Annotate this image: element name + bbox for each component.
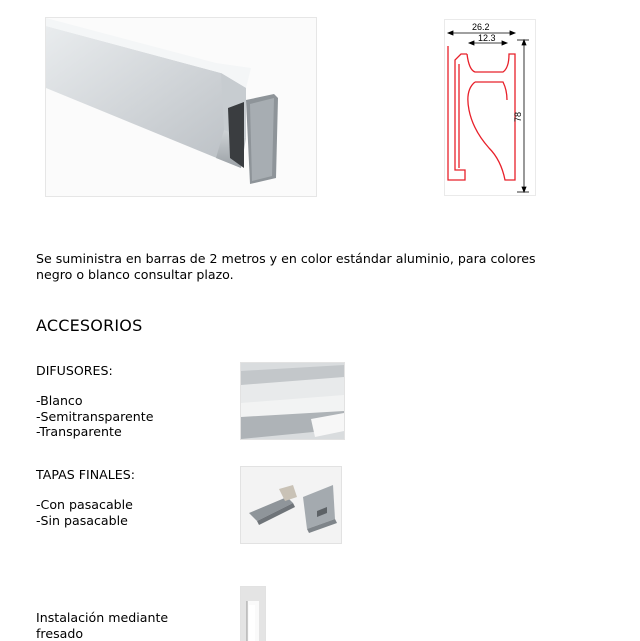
end-cap-pieces-image — [241, 467, 341, 543]
diffusers-list — [36, 393, 153, 440]
height-dimension-label: 78 — [513, 112, 523, 122]
installation-line-2: fresado — [36, 626, 168, 641]
list-item: -Sin pasacable — [36, 513, 135, 529]
end-caps-title: TAPAS FINALES: — [36, 467, 135, 482]
end-caps-list — [36, 497, 135, 528]
profile-photo — [45, 17, 317, 197]
profile-cross-section-drawing — [444, 19, 536, 196]
diffusers-photo — [240, 362, 345, 440]
aluminium-profile-image — [46, 18, 316, 196]
list-item: -Blanco — [36, 393, 153, 409]
list-item: -Semitransparente — [36, 409, 153, 425]
description-line-1: Se suministra en barras de 2 metros y en color estándar aluminio, para colores — [36, 251, 556, 267]
list-item: -Con pasacable — [36, 497, 135, 513]
width-dimension-label: 26.2 — [472, 22, 490, 32]
installation-note — [36, 610, 168, 641]
end-caps-photo — [240, 466, 342, 544]
dimension-drawing — [445, 20, 535, 195]
installation-line-1: Instalación mediante — [36, 610, 168, 626]
diffusers-section — [36, 363, 153, 440]
end-caps-section — [36, 467, 135, 528]
inner-width-dimension-label: 12.3 — [478, 33, 496, 43]
list-item: -Transparente — [36, 424, 153, 440]
accessories-heading: ACCESORIOS — [36, 316, 142, 335]
description-line-2: negro o blanco consultar plazo. — [36, 267, 556, 283]
recessed-installation-image — [241, 587, 265, 641]
diffusers-title: DIFUSORES: — [36, 363, 153, 378]
supply-description — [36, 251, 556, 283]
diffuser-strips-image — [241, 363, 344, 439]
installation-photo — [240, 586, 266, 641]
profile-outline — [448, 46, 515, 180]
